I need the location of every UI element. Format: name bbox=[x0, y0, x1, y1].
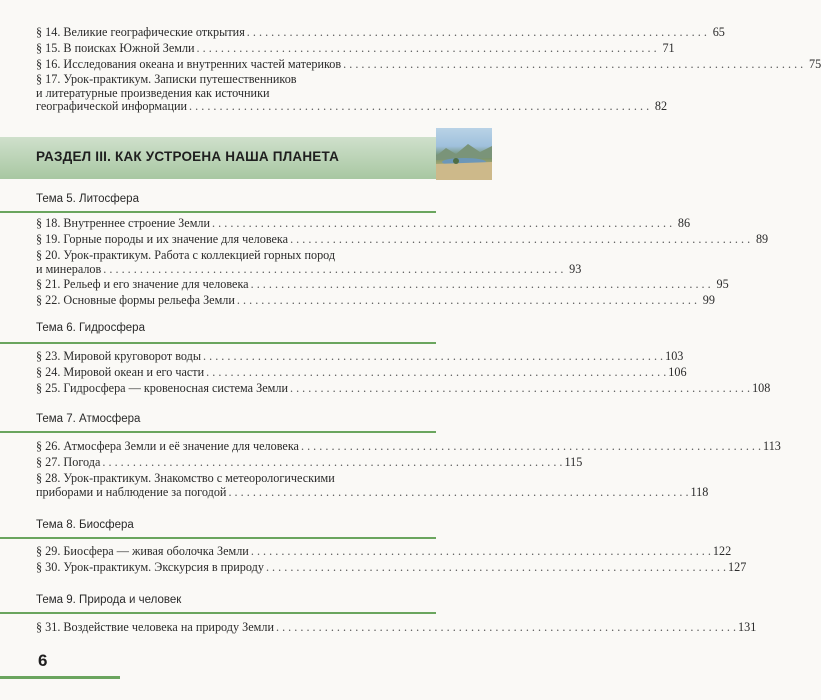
topic-heading: Тема 6. Гидросфера bbox=[36, 322, 145, 334]
leader-dots: . . . . . . . . . . . . . . . . . . . . . . . . . . . . . . . . . . . . . . . . . . . . . . . . . . . . . . . . . . . . . . . . . . . . . . . . . . . . bbox=[246, 25, 707, 39]
toc-entry-page: 113 bbox=[763, 439, 781, 453]
toc-entry-text: § 22. Основные формы рельефа Земли bbox=[36, 293, 235, 307]
toc-entry-page: 86 bbox=[677, 216, 691, 230]
toc-entry bbox=[36, 25, 725, 40]
toc-entry bbox=[36, 232, 769, 247]
section-title: РАЗДЕЛ III. КАК УСТРОЕНА НАША ПЛАНЕТА bbox=[36, 149, 340, 164]
toc-entry bbox=[36, 277, 729, 292]
leader-dots: . . . . . . . . . . . . . . . . . . . . . . . . . . . . . . . . . . . . . . . . . . . . . . . . . . . . . . . . . . . . . . . . . . . . . . . . . . . . bbox=[189, 99, 650, 113]
toc-entry-text: географической информации bbox=[36, 99, 188, 113]
toc-entry bbox=[36, 544, 732, 559]
toc-entry-text: § 17. Урок-практикум. Записки путешественников bbox=[36, 72, 297, 86]
toc-entry-page: 75 bbox=[809, 57, 821, 71]
toc-entry-page: 93 bbox=[569, 261, 582, 276]
toc-entry-page: 82 bbox=[654, 99, 668, 113]
toc-entry bbox=[36, 560, 747, 575]
toc-entry-text: § 29. Биосфера — живая оболочка Земли bbox=[36, 544, 249, 558]
toc-entry-page: 95 bbox=[716, 277, 729, 291]
leader-dots: . . . . . . . . . . . . . . . . . . . . . . . . . . . . . . . . . . . . . . . . . . . . . . . . . . . . . . . . . . . . . . . . . . . . . . . . . . . . bbox=[289, 381, 751, 395]
toc-entry-page: 108 bbox=[752, 381, 771, 395]
toc-entry bbox=[36, 365, 687, 380]
toc-entry-page: 122 bbox=[712, 544, 732, 558]
leader-dots: . . . . . . . . . . . . . . . . . . . . . . . . . . . . . . . . . . . . . . . . . . . . . . . . . . . . . . . . . . . . . . . . . . . . . . . . . . . . bbox=[203, 349, 664, 363]
footer-rule bbox=[0, 676, 120, 679]
toc-entry-page: 65 bbox=[712, 25, 725, 39]
leader-dots: . . . . . . . . . . . . . . . . . . . . . . . . . . . . . . . . . . . . . . . . . . . . . . . . . . . . . . . . . . . . . . . . . . . . . . . . . . . . bbox=[236, 293, 697, 307]
toc-entry-text: и минералов bbox=[36, 261, 102, 276]
leader-dots: . . . . . . . . . . . . . . . . . . . . . . . . . . . . . . . . . . . . . . . . . . . . . . . . . . . . . . . . . . . . . . . . . . . . . . . . . . . . bbox=[250, 277, 711, 291]
leader-dots: . . . . . . . . . . . . . . . . . . . . . . . . . . . . . . . . . . . . . . . . . . . . . . . . . . . . . . . . . . . . . . . . . . . . . . . . . . . . bbox=[250, 544, 711, 558]
toc-entry-page: 118 bbox=[690, 484, 709, 499]
toc-entry-page: 103 bbox=[665, 349, 684, 363]
toc-entry-text: § 20. Урок-практикум. Работа с коллекцией горных пород bbox=[36, 248, 336, 262]
page-number: 6 bbox=[38, 651, 48, 670]
topic-heading: Тема 5. Литосфера bbox=[36, 193, 139, 205]
toc-entry-text: § 31. Воздействие человека на природу Земли bbox=[36, 620, 274, 634]
toc-entry-text: § 14. Великие географические открытия bbox=[36, 25, 245, 39]
topic-divider bbox=[0, 211, 436, 213]
leader-dots: . . . . . . . . . . . . . . . . . . . . . . . . . . . . . . . . . . . . . . . . . . . . . . . . . . . . . . . . . . . . . . . . . . . . . . . . . . . . bbox=[196, 41, 657, 55]
leader-dots: . . . . . . . . . . . . . . . . . . . . . . . . . . . . . . . . . . . . . . . . . . . . . . . . . . . . . . . . . . . . . . . . . . . . . . . . . . . . bbox=[300, 439, 762, 453]
leader-dots: . . . . . . . . . . . . . . . . . . . . . . . . . . . . . . . . . . . . . . . . . . . . . . . . . . . . . . . . . . . . . . . . . . . . . . . . . . . . bbox=[212, 216, 673, 230]
toc-entry bbox=[36, 455, 583, 470]
toc-entry-text: § 18. Внутреннее строение Земли bbox=[36, 216, 211, 230]
topic-divider bbox=[0, 537, 436, 539]
toc-entry bbox=[36, 439, 781, 454]
toc-entry-text: § 21. Рельеф и его значение для человека bbox=[36, 277, 249, 291]
toc-entry bbox=[36, 471, 709, 499]
toc-entry bbox=[36, 57, 821, 72]
toc-entry-page: 115 bbox=[564, 455, 583, 469]
landscape-photo-graphic bbox=[436, 128, 492, 180]
leader-dots: . . . . . . . . . . . . . . . . . . . . . . . . . . . . . . . . . . . . . . . . . . . . . . . . . . . . . . . . . . . . . . . . . . . . . . . . . . . . bbox=[228, 484, 689, 499]
leader-dots: . . . . . . . . . . . . . . . . . . . . . . . . . . . . . . . . . . . . . . . . . . . . . . . . . . . . . . . . . . . . . . . . . . . . . . . . . . . . bbox=[290, 232, 751, 246]
topic-heading: Тема 7. Атмосфера bbox=[36, 413, 141, 425]
leader-dots: . . . . . . . . . . . . . . . . . . . . . . . . . . . . . . . . . . . . . . . . . . . . . . . . . . . . . . . . . . . . . . . . . . . . . . . . . . . . bbox=[102, 455, 563, 469]
toc-entry-text: § 26. Атмосфера Земли и её значение для человека bbox=[36, 439, 299, 453]
toc-entry bbox=[36, 248, 582, 276]
toc-entry-text: § 23. Мировой круговорот воды bbox=[36, 349, 202, 363]
toc-entry-page: 127 bbox=[728, 560, 747, 574]
toc-entry bbox=[36, 381, 771, 396]
toc-entry-text: § 16. Исследования океана и внутренних частей материков bbox=[36, 57, 342, 71]
toc-entry-page: 89 bbox=[755, 232, 769, 246]
toc-entry bbox=[36, 41, 675, 56]
toc-entry-text: § 28. Урок-практикум. Знакомство с метеорологическими bbox=[36, 471, 335, 485]
topic-heading: Тема 9. Природа и человек bbox=[36, 594, 182, 606]
toc-entry-text: § 25. Гидросфера — кровеносная система Земли bbox=[36, 381, 288, 395]
leader-dots: . . . . . . . . . . . . . . . . . . . . . . . . . . . . . . . . . . . . . . . . . . . . . . . . . . . . . . . . . . . . . . . . . . . . . . . . . . . . bbox=[275, 620, 737, 634]
toc-entry bbox=[36, 216, 691, 231]
toc-entry-page: 71 bbox=[662, 41, 675, 55]
topic-heading: Тема 8. Биосфера bbox=[36, 519, 134, 531]
toc-entry bbox=[36, 293, 715, 308]
toc-entry-text: и литературные произведения как источники bbox=[36, 85, 270, 100]
landscape-photo-icon bbox=[436, 128, 492, 180]
leader-dots: . . . . . . . . . . . . . . . . . . . . . . . . . . . . . . . . . . . . . . . . . . . . . . . . . . . . . . . . . . . . . . . . . . . . . . . . . . . . bbox=[206, 365, 667, 379]
leader-dots: . . . . . . . . . . . . . . . . . . . . . . . . . . . . . . . . . . . . . . . . . . . . . . . . . . . . . . . . . . . . . . . . . . . . . . . . . . . . bbox=[343, 57, 804, 71]
topic-divider bbox=[0, 612, 436, 614]
toc-entry-page: 99 bbox=[702, 293, 715, 307]
toc-entry bbox=[36, 72, 668, 114]
topic-divider bbox=[0, 342, 436, 344]
toc-entry bbox=[36, 349, 684, 364]
toc-entry-text: приборами и наблюдение за погодой bbox=[36, 484, 227, 499]
leader-dots: . . . . . . . . . . . . . . . . . . . . . . . . . . . . . . . . . . . . . . . . . . . . . . . . . . . . . . . . . . . . . . . . . . . . . . . . . . . . bbox=[103, 261, 564, 276]
toc-entry-text: § 24. Мировой океан и его части bbox=[36, 365, 205, 379]
toc-entry-text: § 27. Погода bbox=[36, 455, 101, 469]
toc-entry-page: 131 bbox=[738, 620, 757, 634]
toc-entry-text: § 15. В поисках Южной Земли bbox=[36, 41, 195, 55]
leader-dots: . . . . . . . . . . . . . . . . . . . . . . . . . . . . . . . . . . . . . . . . . . . . . . . . . . . . . . . . . . . . . . . . . . . . . . . . . . . . bbox=[265, 560, 727, 574]
toc-entry-text: § 19. Горные породы и их значение для человека bbox=[36, 232, 289, 246]
toc-entry-text: § 30. Урок-практикум. Экскурсия в природу bbox=[36, 560, 264, 574]
topic-divider bbox=[0, 431, 436, 433]
toc-entry-page: 106 bbox=[668, 365, 687, 379]
toc-entry bbox=[36, 620, 757, 635]
